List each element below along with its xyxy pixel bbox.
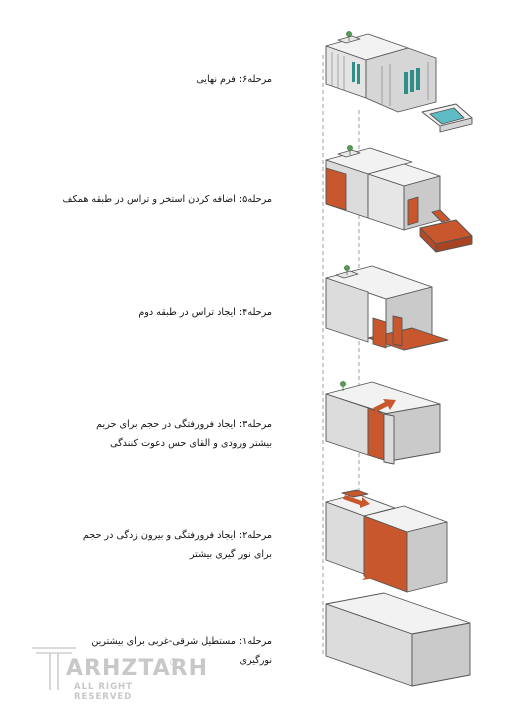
stage-6-line-1: مرحله۶: فرم نهایی [196,74,272,85]
stage-4-line-1: مرحله۴: ایجاد تراس در طبقه دوم [138,307,272,318]
stage-1-line-1: مرحله۱: مستطیل شرقی-غربی برای بیشترین [91,636,272,647]
stage-2-line-2: برای نور گیری بیشتر [189,549,272,560]
stage-3-model [326,382,440,465]
stage-5-label [63,190,272,209]
stage-4-model [326,266,448,351]
stage-4-terrace-post [393,316,402,346]
stage-4-label [138,303,272,322]
stage-2-line-1: مرحله۲: ایجاد فرورفتگی و بیرون زدگی در حجم [82,530,272,541]
stage-5-balcony [408,197,418,225]
stage-2-model [326,490,447,592]
watermark-logo [30,640,209,702]
stage-2-right-block-front [407,522,447,592]
stage-1-right [412,623,470,686]
stage-3-line-2: بیشتر ورودی و القای حس دعوت کنندگی [110,438,272,449]
stage-6-front-block [366,48,436,112]
watermark-tagline: ALL RIGHT RESERVED [74,682,133,702]
stage-1-line-2: نورگیری [239,655,272,666]
stage-1-model [326,593,470,686]
stage-6-model [326,32,472,133]
stage-5-accent-wall [326,168,346,210]
watermark-brand: ARHZTARH [66,656,209,681]
stage-3-recess [368,408,384,460]
stage-3-front-side [384,414,394,464]
stage-5-line-1: مرحله۵: اضافه کردن استخر و تراس در طبقه همکف [62,194,272,205]
stage-6-label [196,70,272,89]
stage-5-model [326,146,472,253]
stage-3-line-1: مرحله۳: ایجاد فرورفتگی در حجم برای حریم [96,419,272,430]
stage-3-label [96,415,272,453]
stage-4-terrace-wall [373,318,386,348]
stage-2-label [83,526,272,564]
